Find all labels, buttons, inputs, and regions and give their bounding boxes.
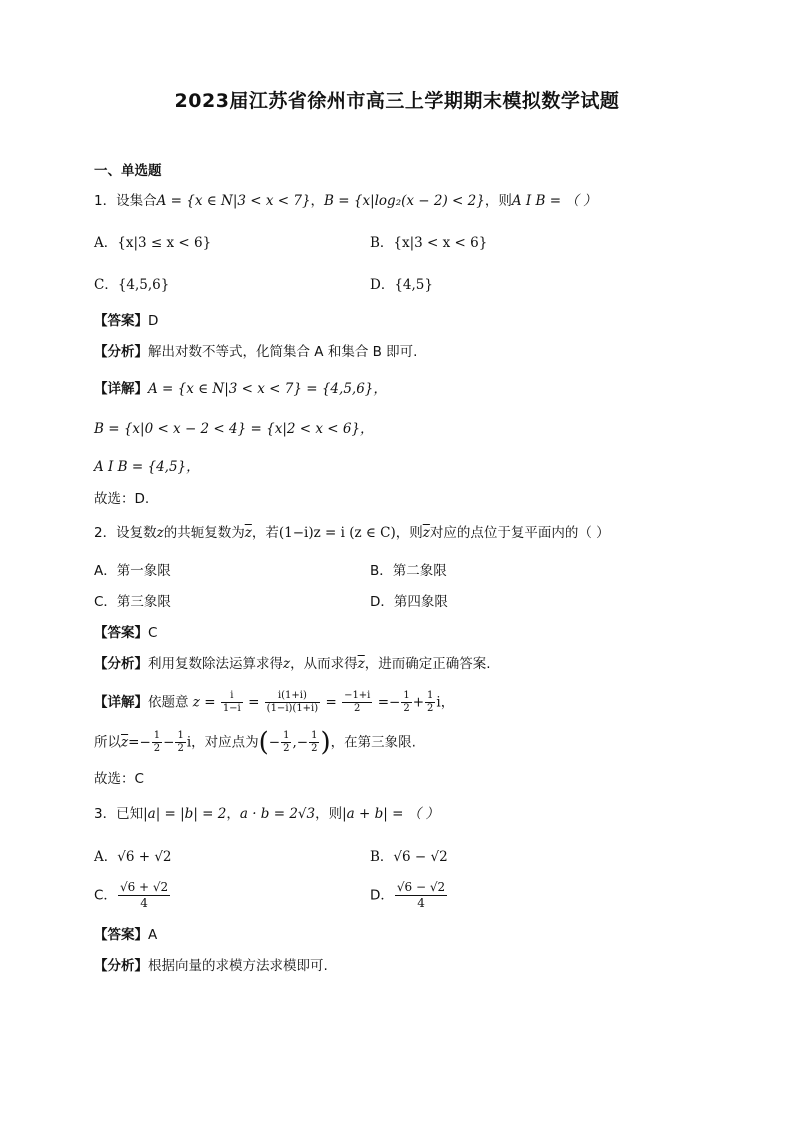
- q1-answer-value: D: [148, 313, 159, 329]
- answer-label: 【答案】: [94, 927, 148, 943]
- q2-so-prefix: 所以: [94, 734, 121, 751]
- q3-condition-1: |a| = |b| = 2: [143, 806, 227, 822]
- q3-option-c[interactable]: [94, 880, 171, 911]
- q2-stem-5: 对应的点位于复平面内的（ ）: [429, 525, 610, 541]
- q2-analysis-z: z: [283, 656, 291, 672]
- analysis-label: 【分析】: [94, 958, 148, 974]
- q3-option-c-fraction: $\frac{√6 + √2}{4}$: [119, 880, 169, 910]
- q3-answer: [94, 926, 157, 944]
- q3-analysis: [94, 957, 328, 975]
- q1-prefix: 1．设集合: [94, 193, 157, 209]
- q1-detail: [94, 380, 387, 398]
- q2-point-minus: −: [268, 734, 281, 751]
- q2-stem-3: ，若: [251, 525, 279, 541]
- question-1-stem: [94, 192, 597, 210]
- q2-answer-value: C: [148, 625, 158, 641]
- q1-set-b: B = {x|log₂(x − 2) < 2}: [324, 193, 485, 209]
- q3-option-c-label: C．: [94, 887, 117, 904]
- analysis-label: 【分析】: [94, 344, 148, 360]
- q3-analysis-text: 根据向量的求模方法求模即可.: [148, 958, 328, 974]
- q2-so-minus: −: [139, 734, 151, 751]
- q1-option-c[interactable]: C．{4,5,6}: [94, 277, 170, 293]
- q3-condition-2: a · b = 2√3: [239, 806, 316, 822]
- q2-option-b[interactable]: B．第二象限: [370, 563, 447, 579]
- q1-set-a: A = {x ∈ N|3 < x < 7}: [156, 193, 311, 209]
- q2-answer: [94, 624, 157, 642]
- q2-minus: −: [389, 694, 401, 711]
- q2-plus: +: [412, 694, 424, 711]
- q1-option-d[interactable]: D．{4,5}: [370, 277, 433, 293]
- detail-label: 【详解】: [94, 694, 148, 711]
- q3-option-d-fraction: $\frac{√6 - √2}{4}$: [396, 880, 446, 910]
- q1-detail-line-3: A I B = {4,5}，: [94, 459, 200, 475]
- q1-detail-line-1: A = {x ∈ N|3 < x < 7} = {4,5,6}，: [148, 381, 387, 397]
- q2-so-i: i: [186, 734, 192, 751]
- q1-option-a[interactable]: A．{x|3 ≤ x < 6}: [94, 235, 212, 251]
- q3-ask: |a + b| = （ ）: [342, 806, 439, 822]
- q1-detail-line-2: B = {x|0 < x − 2 < 4} = {x|2 < x < 6}，: [94, 421, 374, 437]
- q1-sep: ，: [310, 193, 325, 209]
- q2-so-zbar: $\overline{z}$: [121, 734, 129, 751]
- q1-conclusion: 故选：D.: [94, 491, 150, 507]
- q2-so-fraction-2: $\frac{1}{2}$: [177, 730, 184, 754]
- q2-stem-2: 的共轭复数为: [163, 525, 245, 541]
- q2-analysis-3: ，进而确定正确答案.: [364, 656, 491, 672]
- q2-analysis-1: 利用复数除法运算求得: [148, 656, 283, 672]
- q2-detail-end: ，: [440, 694, 455, 711]
- question-3-stem: [94, 805, 439, 823]
- q1-analysis-text: 解出对数不等式，化简集合 A 和集合 B 即可.: [148, 344, 418, 360]
- q2-so-minus-2: −: [163, 734, 175, 751]
- q3-answer-value: A: [148, 927, 158, 943]
- answer-label: 【答案】: [94, 625, 148, 641]
- q2-equation: (1−i)z = i (z ∈ C): [278, 525, 396, 541]
- question-2-stem: [94, 524, 610, 542]
- q1-analysis: [94, 343, 417, 361]
- q2-var-z: z: [156, 525, 164, 541]
- q2-stem-4: ，则: [395, 525, 423, 541]
- detail-label: 【详解】: [94, 381, 148, 397]
- q2-so-eq: =: [128, 734, 140, 751]
- q3-option-d-label: D．: [370, 887, 394, 904]
- q2-option-a[interactable]: A．第一象限: [94, 563, 171, 579]
- q2-detail-prefix: 依题意: [148, 694, 189, 711]
- q1-answer: [94, 312, 158, 330]
- answer-label: 【答案】: [94, 313, 148, 329]
- analysis-label: 【分析】: [94, 656, 148, 672]
- q2-fraction-1: $\frac{i}{1-i}$: [222, 690, 241, 714]
- q2-point-minus-2: −: [296, 734, 309, 751]
- q2-stem-1: 2．设复数: [94, 525, 157, 541]
- q1-option-b[interactable]: B．{x|3 < x < 6}: [370, 235, 488, 251]
- section-heading: 一、单选题: [94, 163, 162, 179]
- page-title: 2023届江苏省徐州市高三上学期期末模拟数学试题: [174, 90, 620, 112]
- q2-i: i: [436, 694, 441, 711]
- q2-analysis-zbar: $\overline{z}$: [357, 656, 365, 672]
- q2-eq: =: [325, 694, 337, 711]
- q2-so-end: ，在第三象限.: [330, 734, 416, 751]
- q2-analysis-2: ，从而求得: [290, 656, 358, 672]
- q2-fraction-2: $\frac{i(1+i)}{(1-i)(1+i)}$: [266, 690, 319, 714]
- q2-option-c[interactable]: C．第三象限: [94, 594, 171, 610]
- q2-so-fraction-1: $\frac{1}{2}$: [153, 730, 161, 754]
- q2-so: 所以$\overline{z}=-$ $\frac{1}{2}$ − $\frac{1}{2}$ i，对应点为(− $\frac{1}{2}$ ,− $\frac{1}{2}$ )，在第三象限.: [94, 727, 416, 758]
- q2-var-zbar: $\overline{z}$: [244, 525, 252, 541]
- q2-var-zbar-2: $\overline{z}$: [422, 525, 430, 541]
- q3-option-b[interactable]: B．√6 − √2: [370, 849, 448, 865]
- q2-conclusion: 故选：C: [94, 771, 144, 787]
- q2-eq: =: [377, 694, 389, 711]
- q2-analysis: [94, 655, 491, 673]
- q1-mid: ，则: [484, 193, 512, 209]
- q3-mid: ，则: [315, 806, 343, 822]
- q2-detail-z: z =: [192, 694, 216, 711]
- q2-detail: [94, 690, 454, 715]
- q2-eq: =: [248, 694, 260, 711]
- q2-so-mid: ，对应点为: [191, 734, 259, 751]
- q1-ask: A I B = （ ）: [511, 193, 597, 209]
- q2-fraction-5: $\frac{1}{2}$: [427, 690, 434, 714]
- q2-option-d[interactable]: D．第四象限: [370, 594, 448, 610]
- q3-option-a[interactable]: A．√6 + √2: [94, 849, 172, 865]
- q2-point-fraction-1: $\frac{1}{2}$: [283, 730, 290, 754]
- q2-fraction-4: $\frac{1}{2}$: [403, 690, 410, 714]
- q3-option-d[interactable]: [370, 880, 448, 911]
- q2-fraction-3: $\frac{-1+i}{2}$: [344, 690, 371, 714]
- q3-sep: ，: [226, 806, 240, 822]
- q2-point-fraction-2: $\frac{1}{2}$: [311, 730, 318, 754]
- q3-prefix: 3．已知: [94, 806, 144, 822]
